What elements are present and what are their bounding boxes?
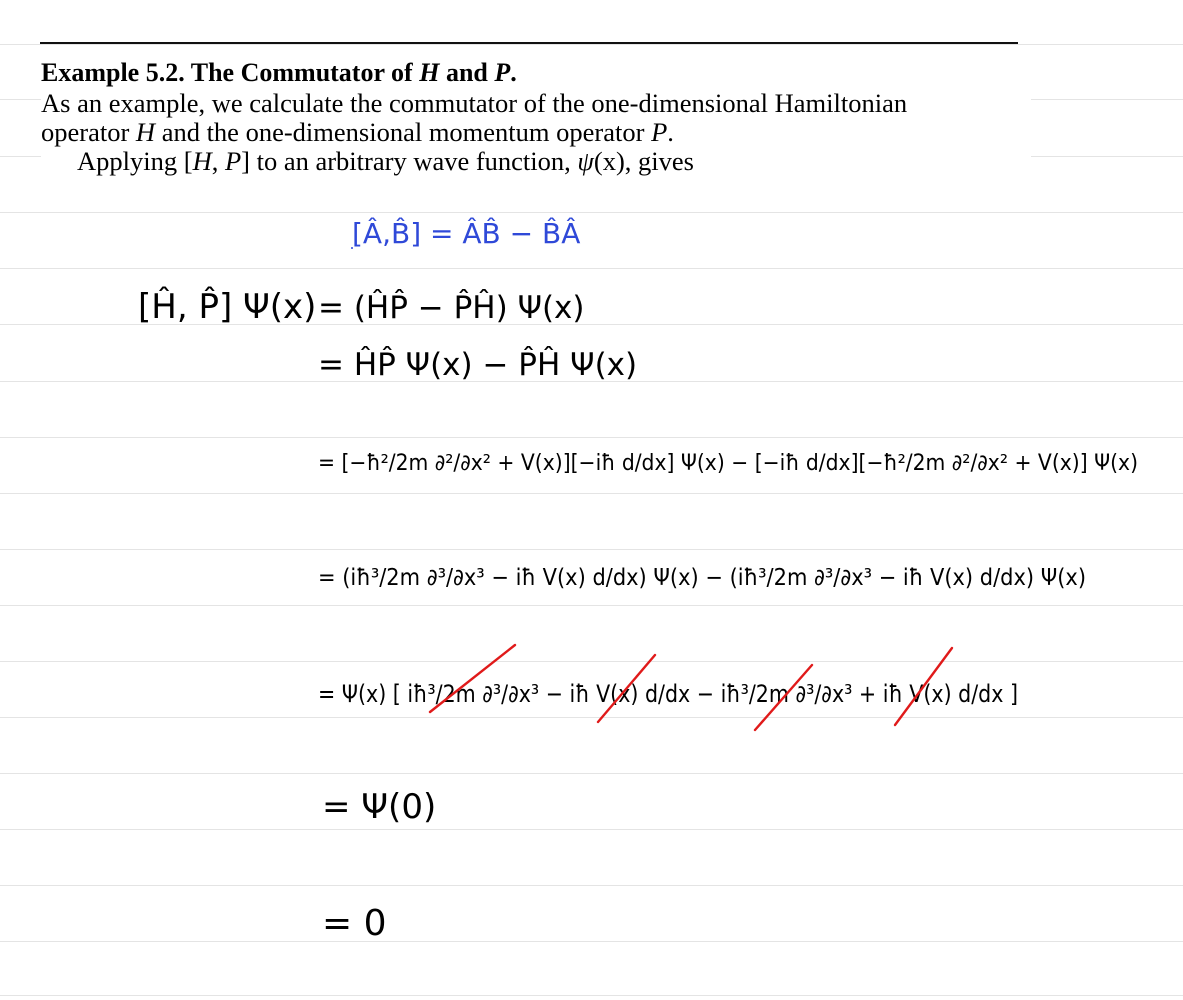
- title-and: and: [439, 58, 495, 87]
- p2-comma: ,: [211, 146, 225, 176]
- p1-text-b: and the one-dimensional momentum operator: [155, 117, 652, 147]
- step-5: = Ψ(x) [ iħ³/2m ∂³/∂x³ − iħ V(x) d/dx − iħ³/2m ∂³/∂x³ + iħ V(x) d/dx ]: [318, 680, 1018, 708]
- p1-var-h: H: [135, 117, 156, 147]
- p2-psi: ψ: [577, 146, 594, 176]
- title-suffix: .: [510, 58, 517, 87]
- p2-var-h: H: [192, 146, 212, 176]
- p2-text-c: , gives: [624, 146, 694, 176]
- p1-text-c: .: [667, 117, 674, 147]
- title-var-h: H: [419, 58, 440, 87]
- p1-var-p: P: [651, 117, 668, 147]
- step-7: = 0: [322, 903, 387, 944]
- title-var-p: P: [494, 58, 511, 87]
- p2-var-p: P: [224, 146, 242, 176]
- step-1: = (ĤP̂ − P̂Ĥ) Ψ(x): [318, 290, 585, 326]
- commutator-definition: [Â,B̂] = ÂB̂ − B̂Â: [352, 217, 581, 250]
- lhs-commutator: [Ĥ, P̂] Ψ(x): [138, 287, 317, 327]
- p1-text-a: operator: [41, 117, 136, 147]
- step-6: = Ψ(0): [322, 787, 437, 827]
- title-prefix: Example 5.2. The Commutator of: [41, 58, 420, 87]
- paragraph-line-1: As an example, we calculate the commutator of the one-dimensional Hamiltonian: [41, 88, 908, 118]
- step-3: = [−ħ²/2m ∂²/∂x² + V(x)][−iħ d/dx] Ψ(x) − [−iħ d/dx][−ħ²/2m ∂²/∂x² + V(x)] Ψ(x): [318, 451, 1138, 476]
- p2-text-a: Applying [: [77, 146, 193, 176]
- p2-text-b: ] to an arbitrary wave function,: [241, 146, 578, 176]
- p2-arg: (x): [593, 146, 625, 176]
- step-2: = ĤP̂ Ψ(x) − P̂Ĥ Ψ(x): [318, 347, 638, 383]
- step-4: = (iħ³/2m ∂³/∂x³ − iħ V(x) d/dx) Ψ(x) − (iħ³/2m ∂³/∂x³ − iħ V(x) d/dx) Ψ(x): [318, 565, 1086, 591]
